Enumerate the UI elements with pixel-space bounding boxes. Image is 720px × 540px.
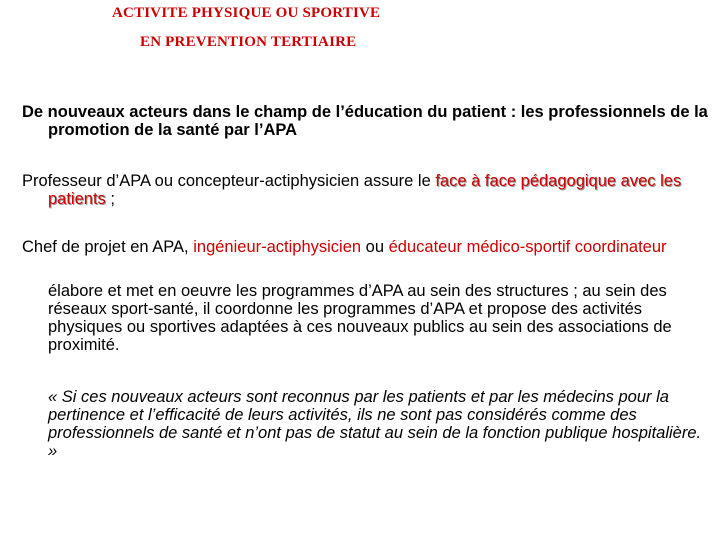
chef-lead: Chef de projet en APA, <box>22 238 194 256</box>
professeur-lead: Professeur d’APA ou concepteur-actiphysicien assure le <box>22 172 436 190</box>
professeur-paragraph <box>22 172 720 208</box>
title-line-1: ACTIVITE PHYSIQUE OU SPORTIVE <box>112 5 381 21</box>
title-line-2: EN PREVENTION TERTIAIRE <box>140 34 357 50</box>
chef-body: élabore et met en oeuvre les programmes d’APA au sein des structures ; au sein des réseaux sport-santé, il coordonne les programmes d’APA et propose des activités physiques ou sportives adaptées à ces nouveaux publics au sein des associations de proximité. <box>48 282 672 354</box>
quote-paragraph: « Si ces nouveaux acteurs sont reconnus par les patients et par les médecins pour la pertinence et l’efficacité de leurs activités, ils ne sont pas considérés comme des professionnels de santé et n’ont pas de statut au sein de la fonction publique hospitalière. » <box>48 388 702 460</box>
chef-connector: ou <box>361 238 389 256</box>
chef-role-educateur: éducateur médico-sportif coordinateur <box>388 238 667 256</box>
chef-paragraph <box>22 238 720 256</box>
professeur-tail: ; <box>105 190 115 208</box>
intro-paragraph: De nouveaux acteurs dans le champ de l’éducation du patient : les professionnels de la promotion de la santé par l’APA <box>22 103 708 139</box>
professeur-highlight: face à face pédagogique avec les patients <box>48 172 682 208</box>
chef-role-ingenieur: ingénieur-actiphysicien <box>193 238 362 256</box>
